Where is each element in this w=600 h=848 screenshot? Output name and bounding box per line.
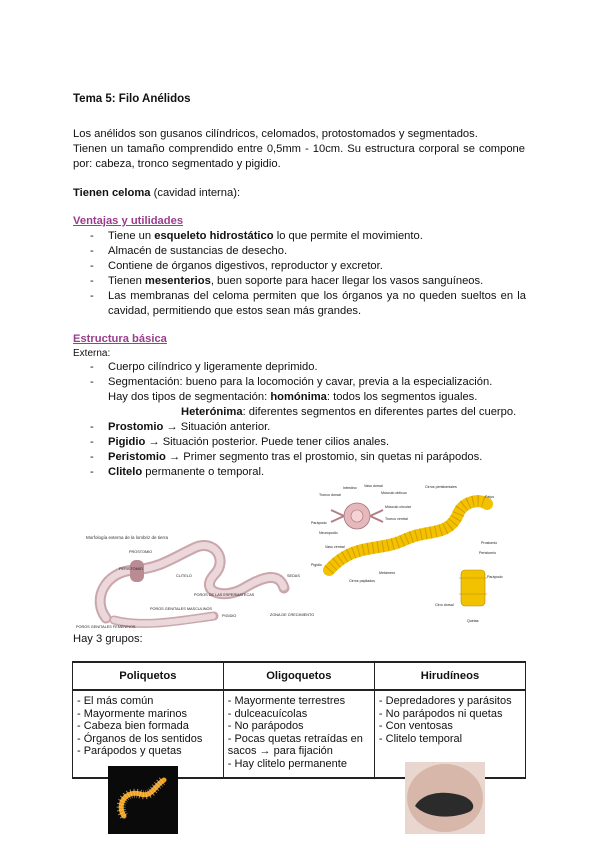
list-item: - Parápodos y quetas: [77, 745, 182, 758]
cell-oligoquetos: [223, 690, 374, 778]
list-item: - Almacén de sustancias de desecho.: [90, 244, 526, 259]
list-item: - No parápodos ni quetas: [378, 707, 503, 720]
label-tronco-ventral: Tronco ventral: [385, 517, 408, 521]
list-item: - Tiene un esqueleto hidrostático lo que permite el movimiento.: [90, 229, 526, 244]
earthworm-figure: [74, 530, 315, 634]
label-prostomio: Prostomio: [481, 541, 498, 545]
intro-line-1: Los anélidos son gusanos cilíndricos, celomados, protostomados y segmentados.: [73, 128, 478, 140]
intro-line-3: por: cabeza, tronco segmentado y pigidio.: [73, 158, 281, 170]
externa-label: Externa:: [73, 348, 111, 359]
label-zona-crecimiento: ZONA DE CRECIMIENTO: [270, 613, 315, 617]
list-item: - Prostomio → Situación anterior.: [90, 420, 526, 435]
header-poliquetos: Poliquetos: [73, 662, 224, 690]
celoma-line: [73, 186, 240, 201]
label-cirros-papilados: Cirros papilados: [349, 579, 375, 583]
list-item: - Las membranas del celoma permiten que los órganos ya no queden sueltos en la cavidad, permitiendo que estos sean más grandes.: [90, 289, 526, 319]
estructura-heading: Estructura básica: [73, 333, 167, 345]
label-prostomio: PROSTOMIO: [129, 550, 153, 554]
label-vaso-dorsal: Vaso dorsal: [364, 484, 383, 488]
label-clitelo: CLITELO: [176, 574, 192, 578]
label-metamero: Metámero: [379, 571, 396, 575]
polychaete-figure: [309, 482, 525, 628]
list-item: - Órganos de los sentidos: [77, 732, 203, 745]
list-item: - Tienen mesenterios, buen soporte para hacer llegar los vasos sanguíneos.: [90, 274, 526, 289]
list-item: - Cuerpo cilíndrico y ligeramente deprimido.: [90, 360, 526, 375]
list-item: - Pocas quetas retraídas en: [227, 732, 363, 745]
list-item: - Clitelo permanente o temporal.: [90, 465, 526, 480]
list-item: - No parápodos: [227, 720, 304, 733]
list-item: - Hay clitelo permanente: [227, 757, 347, 770]
label-poros-masculinos: POROS GENITALES MASCULINOS: [150, 607, 212, 611]
clitellum: [130, 560, 144, 582]
list-item: - Mayormente marinos: [77, 707, 188, 720]
label-pigidio: PIGIDIO: [222, 614, 237, 618]
label-pigidio: Pigidio: [311, 563, 322, 567]
label-palpo: Palpo: [485, 495, 495, 499]
label-parapodo-section: Parápodo: [311, 521, 327, 525]
list-item: - Mayormente terrestres: [227, 695, 346, 707]
list-item: - Clitelo temporal: [378, 732, 463, 745]
label-vaso-ventral: Vaso ventral: [325, 545, 345, 549]
list-item: - Cabeza bien formada: [77, 720, 189, 733]
label-intestino: Intestino: [343, 486, 357, 490]
cell-poliquetos: [73, 690, 224, 778]
page-title: Tema 5: Filo Anélidos: [73, 93, 191, 105]
label-neuropodio: Neuropodio: [319, 531, 338, 535]
label-parapodo: Parápodo: [487, 575, 503, 579]
celoma-rest: (cavidad interna):: [150, 187, 241, 199]
parapod-detail: [461, 570, 485, 606]
polychaete-photo: [108, 766, 178, 834]
label-quetas: Quetas: [467, 619, 479, 623]
label-sedas: SEDAS: [287, 574, 300, 578]
list-item: - Segmentación: bueno para la locomoción y cavar, previa a la especialización. Hay dos tipos de segmentación: homónima: todos los segmentos iguales. Heterónima: diferentes segmentos en diferentes partes del cuerpo.: [90, 375, 526, 420]
list-item: - Depredadores y parásitos: [378, 695, 512, 707]
intro-line-2: Tienen un tamaño comprendido entre 0,5mm - 10cm. Su estructura corporal se compone: [73, 143, 525, 155]
label-cirro-dorsal: Cirro dorsal: [435, 603, 454, 607]
label-poros-femeninos: POROS GENITALES FEMENINOS: [76, 625, 136, 629]
list-item: - dulceacuícolas: [227, 707, 308, 720]
header-hirudineos: Hirudíneos: [374, 662, 525, 690]
label-cirros-peristomiales: Cirros peristomiales: [425, 485, 457, 489]
intestine: [351, 510, 363, 522]
list-item: - Peristomio → Primer segmento tras el prostomio, sin quetas ni parápodos.: [90, 450, 526, 465]
ventajas-heading: Ventajas y utilidades: [73, 215, 184, 227]
label-peristomio: Peristomio: [479, 551, 496, 555]
leech-photo: [405, 762, 485, 834]
earthworm-caption: Morfología externa de la lombriz de tierra: [86, 535, 169, 540]
label-poros-espermatecas: POROS DE LAS ESPERMATECAS: [194, 593, 255, 597]
celoma-bold: Tienen celoma: [73, 187, 151, 199]
intro-paragraph: [73, 127, 525, 172]
groups-table: [72, 661, 526, 779]
label-musculo-circular: Músculo circular: [385, 505, 411, 509]
label-tronco-dorsal: Tronco dorsal: [319, 493, 341, 497]
label-peristomio: PERISTOMIO: [119, 567, 143, 571]
header-oligoquetos: Oligoquetos: [223, 662, 374, 690]
ventajas-list: [90, 229, 526, 319]
list-item: - Contiene de órganos digestivos, reproductor y excretor.: [90, 259, 526, 274]
list-item: - Pigidio → Situación posterior. Puede tener cilios anales.: [90, 435, 526, 450]
list-item: - El más común: [77, 695, 154, 707]
label-musculo-oblicuo: Músculo oblicuo: [381, 491, 407, 495]
list-item: - Con ventosas: [378, 720, 453, 733]
estructura-list: [90, 360, 526, 480]
groups-intro: Hay 3 grupos:: [73, 633, 143, 645]
list-item: sacos → para fijación: [227, 745, 333, 758]
